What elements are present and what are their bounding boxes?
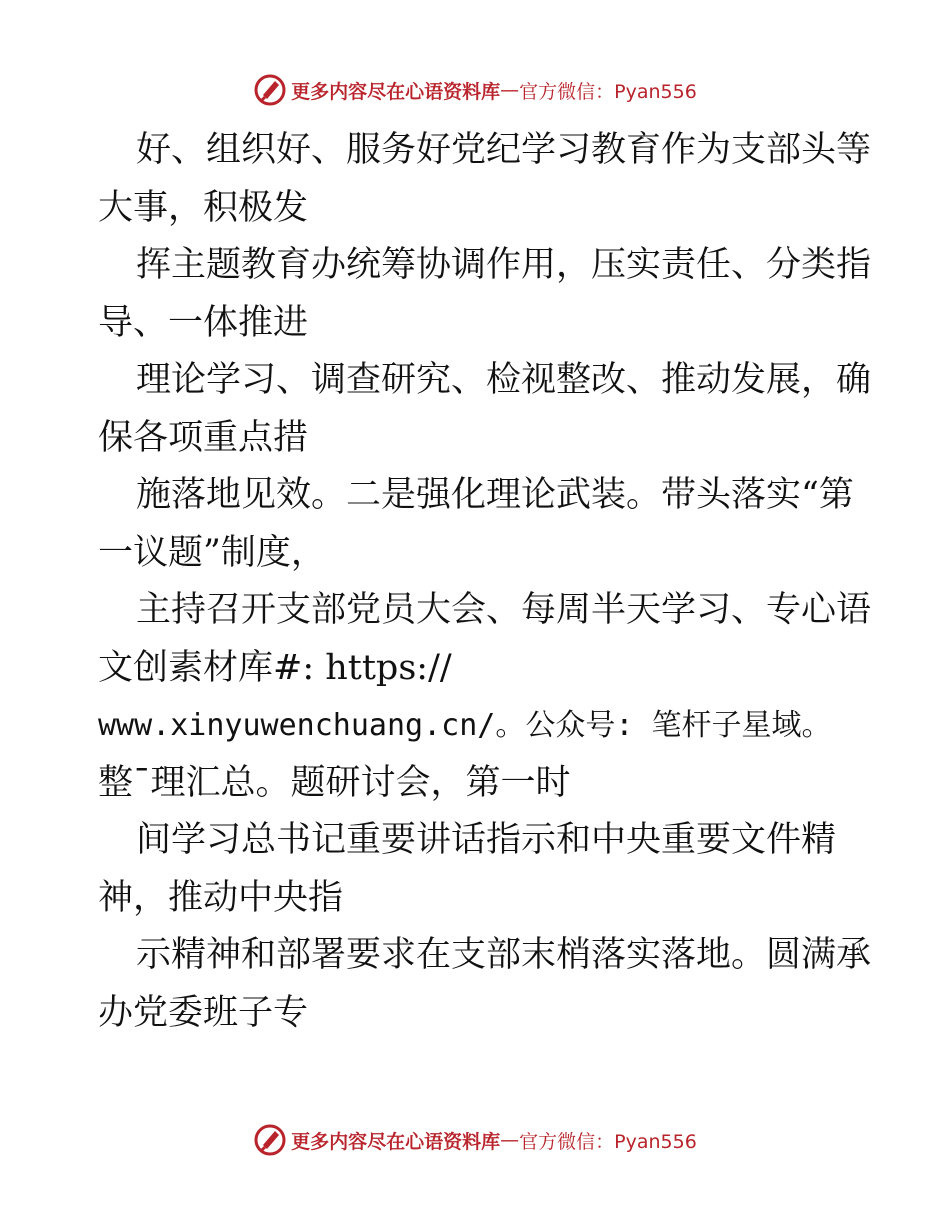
body-line: 理论学习、调查研究、检视整改、推动发展，确 bbox=[136, 360, 872, 400]
footer-separator: — bbox=[500, 1129, 520, 1151]
body-line: 文创素材库#: https:// bbox=[98, 647, 452, 688]
body-line: 示精神和部署要求在支部末梢落实落地。圆满承 bbox=[136, 935, 872, 975]
body-line: 挥主题教育办统筹协调作用，压实责任、分类指 bbox=[136, 245, 872, 285]
brand-logo-icon bbox=[253, 1123, 287, 1157]
header-separator: — bbox=[500, 79, 520, 101]
body-line: 导、一体推进 bbox=[98, 302, 309, 343]
body-line: 大事，积极发 bbox=[98, 187, 309, 228]
header-wechat: 官方微信：Pyan556 bbox=[519, 80, 697, 103]
body-line: 主持召开支部党员大会、每周半天学习、专心语 bbox=[136, 590, 872, 630]
body-line: 办党委班子专 bbox=[98, 992, 309, 1033]
body-line: 一议题”制度， bbox=[98, 532, 326, 573]
body-line-url: www.xinyuwenchuang.cn/。公众号: 笔杆子星域。 bbox=[98, 708, 832, 743]
header-banner bbox=[0, 70, 950, 110]
body-line: 神，推动中央指 bbox=[98, 877, 344, 918]
footer-banner bbox=[0, 1120, 950, 1160]
brand-logo-icon bbox=[253, 73, 287, 107]
body-line: 保各项重点措 bbox=[98, 417, 309, 458]
body-line: 整¯理汇总。题研讨会，第一时 bbox=[98, 762, 571, 803]
footer-wechat: 官方微信：Pyan556 bbox=[519, 1130, 697, 1153]
body-line: 间学习总书记重要讲话指示和中央重要文件精 bbox=[136, 820, 837, 860]
body-line: 施落地见效。二是强化理论武装。带头落实“第 bbox=[136, 475, 854, 515]
document-body bbox=[98, 122, 872, 1042]
footer-site-name: 更多内容尽在心语资料库 bbox=[291, 1130, 501, 1153]
header-site-name: 更多内容尽在心语资料库 bbox=[291, 80, 501, 103]
body-line: 好、组织好、服务好党纪学习教育作为支部头等 bbox=[136, 130, 872, 170]
